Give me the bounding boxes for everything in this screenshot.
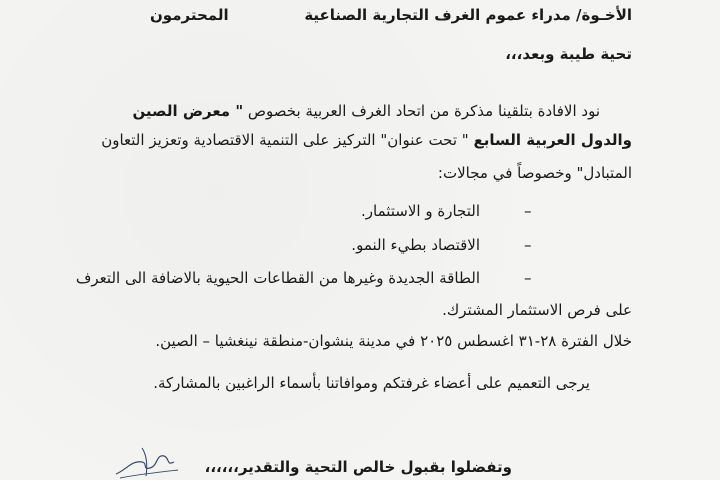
- bullet-item: الاقتصاد بطيء النمو.: [351, 236, 480, 254]
- salutation-recipient: الأخـوة/ مدراء عموم الغرف التجارية الصناعية: [304, 6, 632, 24]
- salutation-honorific: المحترمون: [150, 6, 229, 24]
- bullet-item-continuation: على فرص الاستثمار المشترك.: [442, 301, 632, 319]
- body-line2-text: " تحت عنوان" التركيز على التنمية الاقتصادية وتعزيز التعاون: [101, 131, 474, 149]
- greeting: تحية طيبة وبعد،،،: [505, 45, 632, 63]
- body-paragraph-line-3: المتبادل" وخصوصاً في مجالات:: [437, 164, 632, 182]
- bullet-item: الطاقة الجديدة وغيرها من القطاعات الحيوية بالاضافة الى التعرف: [75, 269, 480, 287]
- closing-line: وتفضلوا بقبول خالص التحية والتقدير،،،،،،: [204, 458, 512, 476]
- event-period: خلال الفترة ٢٨-٣١ اغسطس ٢٠٢٥ في مدينة ينشوان-منطقة نينغشيا – الصين.: [155, 332, 632, 350]
- body-paragraph-line-2: [101, 130, 632, 150]
- circulation-request: يرجى التعميم على أعضاء غرفتكم وموافاتنا بأسماء الراغبين بالمشاركة.: [153, 374, 590, 392]
- bullet-dash: –: [524, 269, 532, 287]
- exhibition-title-part2: والدول العربية السابع: [473, 131, 632, 149]
- signature-mark: [112, 440, 182, 480]
- body-line1-text: نود الافادة بتلقينا مذكرة من اتحاد الغرف العربية بخصوص: [243, 102, 600, 120]
- bullet-dash: –: [524, 236, 532, 254]
- body-paragraph-line-1: [132, 101, 600, 121]
- bullet-item: التجارة و الاستثمار.: [361, 202, 480, 220]
- exhibition-title-part1: " معرض الصين: [132, 102, 244, 120]
- bullet-dash: –: [524, 202, 532, 220]
